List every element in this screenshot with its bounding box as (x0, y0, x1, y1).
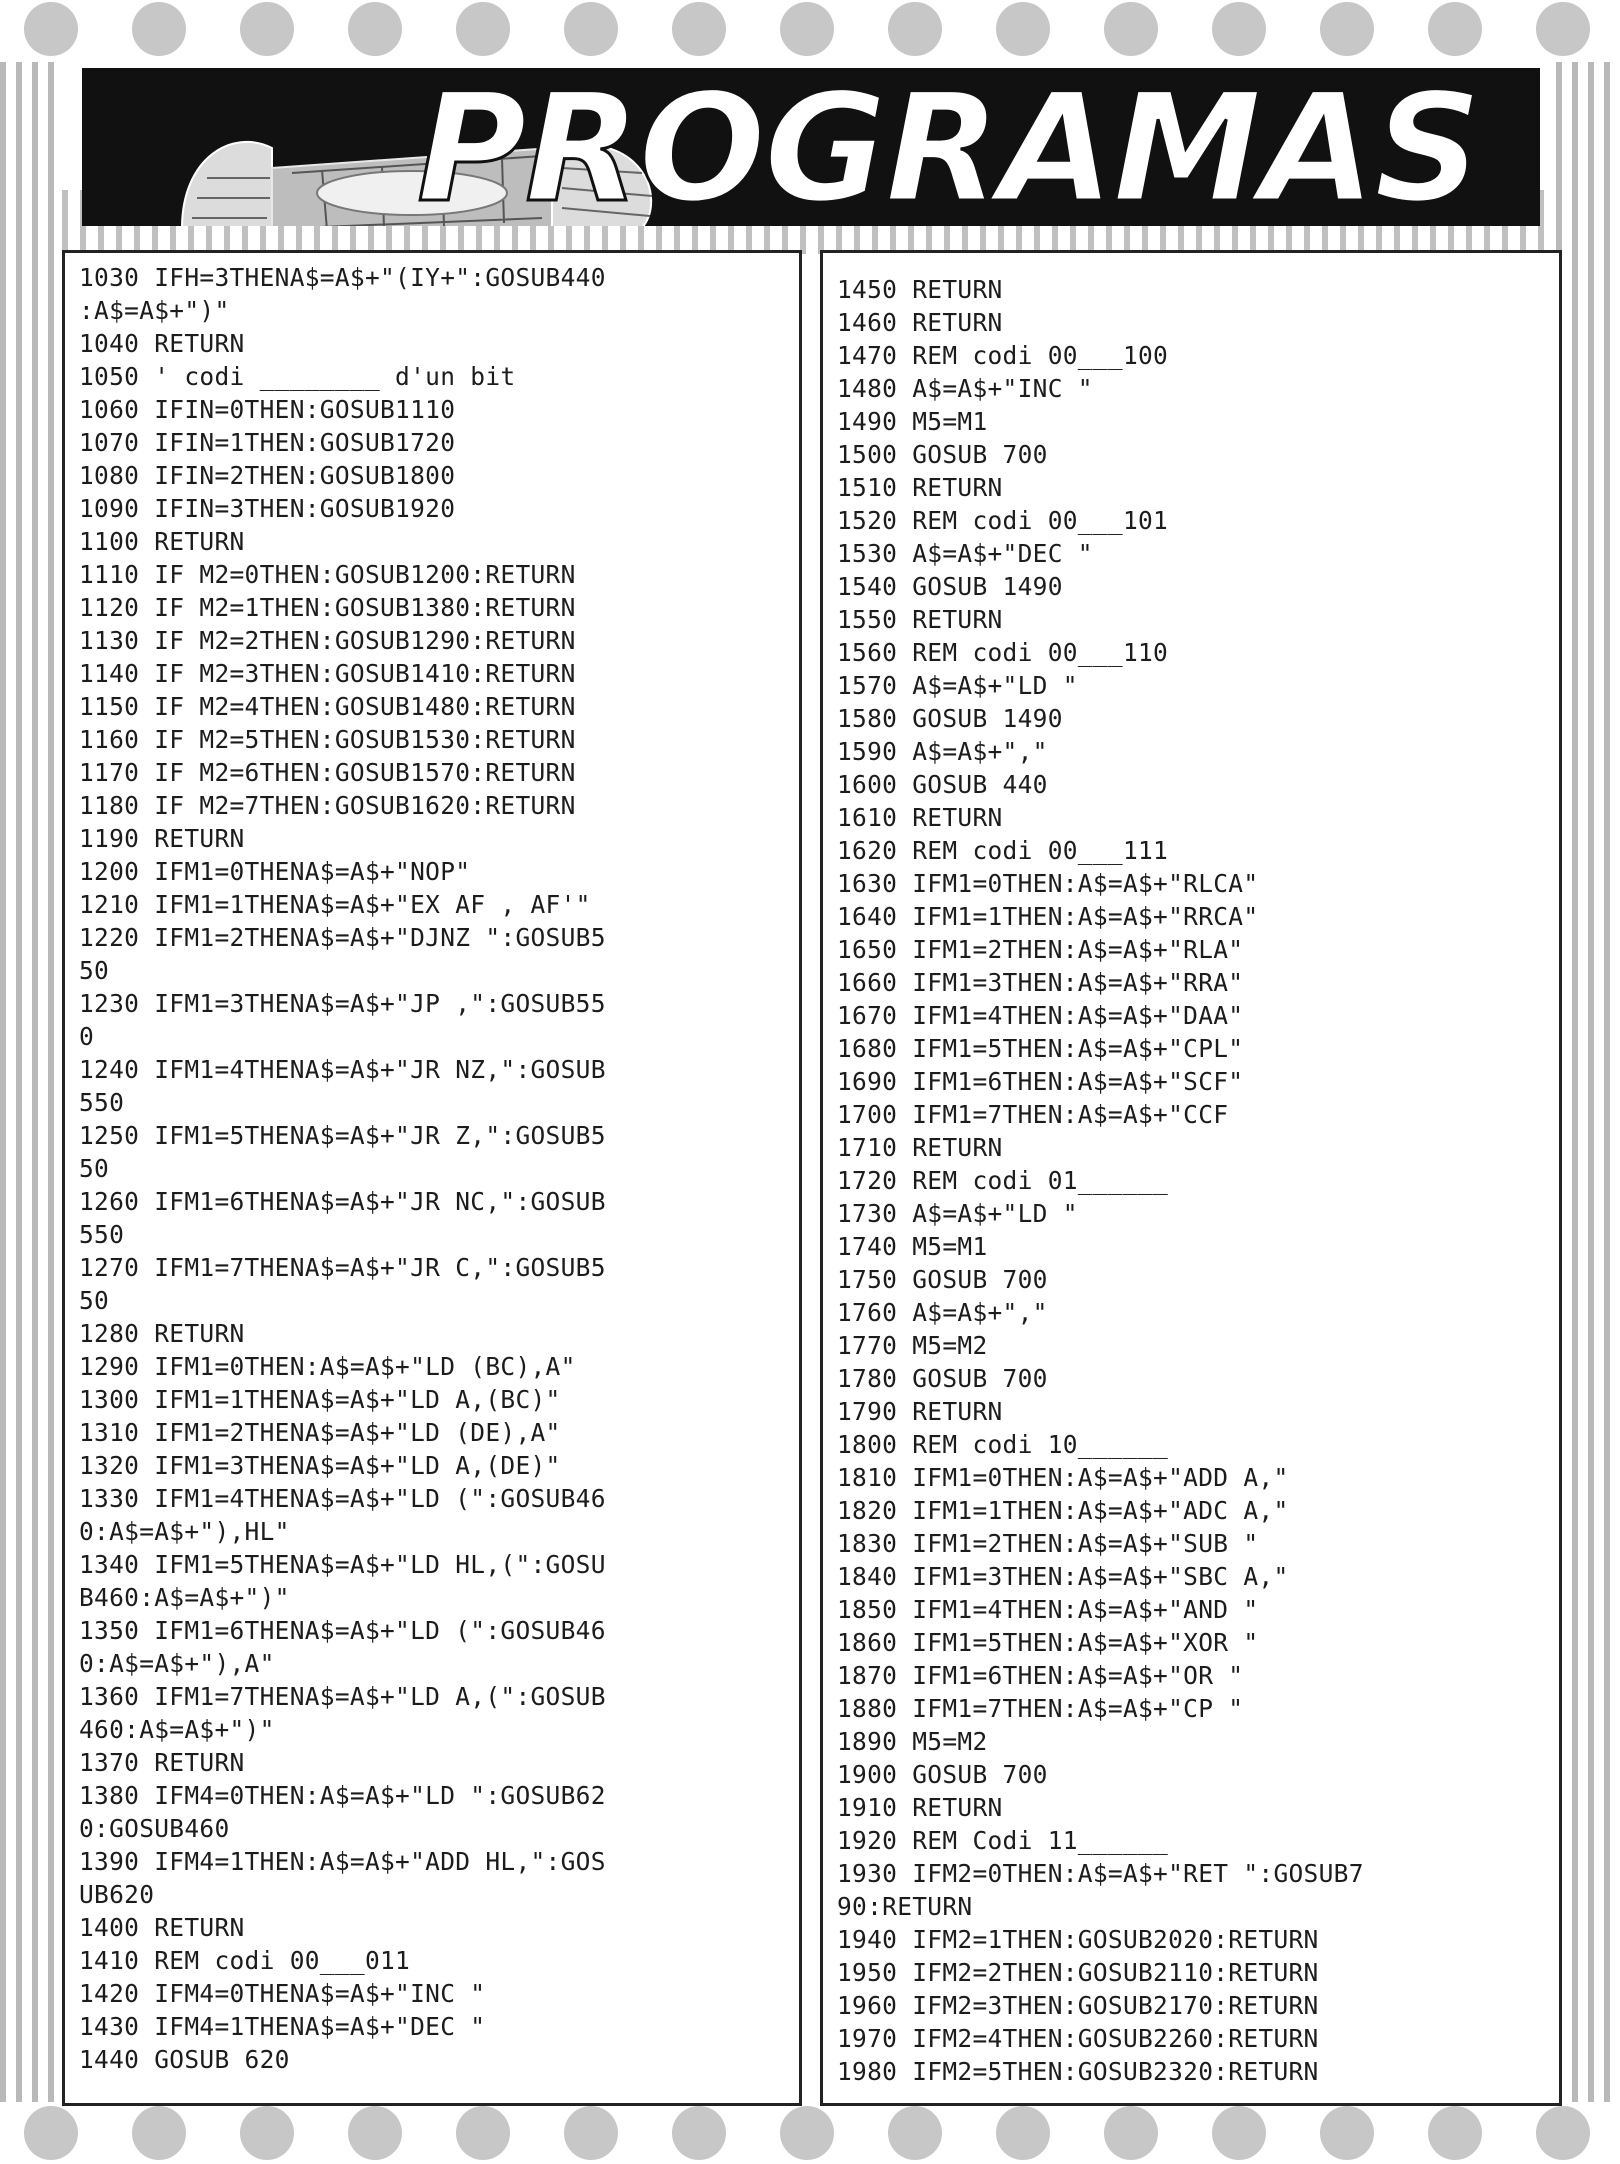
code-line: 1840 IFM1=3THEN:A$=A$+"SBC A," (837, 1562, 1289, 1591)
code-line: 1690 IFM1=6THEN:A$=A$+"SCF" (837, 1067, 1244, 1096)
code-line: 1590 A$=A$+"," (837, 737, 1048, 766)
code-line: 1410 REM codi 00___011 (79, 1946, 411, 1975)
code-line: 1430 IFM4=1THENA$=A$+"DEC " (79, 2012, 486, 2041)
code-listing-right (837, 273, 1364, 2088)
perforation-dot (24, 2, 78, 56)
code-line: 1870 IFM1=6THEN:A$=A$+"OR " (837, 1661, 1244, 1690)
code-line: 1460 RETURN (837, 308, 1003, 337)
code-line: 1190 RETURN (79, 824, 245, 853)
code-line: 1220 IFM1=2THENA$=A$+"DJNZ ":GOSUB5 (79, 923, 606, 952)
perforation-dot (1212, 2, 1266, 56)
code-line: 1280 RETURN (79, 1319, 245, 1348)
code-line: 460:A$=A$+")" (79, 1715, 275, 1744)
code-line: 1860 IFM1=5THEN:A$=A$+"XOR " (837, 1628, 1259, 1657)
code-line: 1090 IFIN=3THEN:GOSUB1920 (79, 494, 456, 523)
code-line: 1890 M5=M2 (837, 1727, 988, 1756)
code-line: 1740 M5=M1 (837, 1232, 988, 1261)
code-line: 1700 IFM1=7THEN:A$=A$+"CCF (837, 1100, 1229, 1129)
code-line: 1300 IFM1=1THENA$=A$+"LD A,(BC)" (79, 1385, 561, 1414)
code-line: 1910 RETURN (837, 1793, 1003, 1822)
code-line: 1510 RETURN (837, 473, 1003, 502)
code-line: 1810 IFM1=0THEN:A$=A$+"ADD A," (837, 1463, 1289, 1492)
code-line: 0:A$=A$+"),HL" (79, 1517, 290, 1546)
code-line: 1630 IFM1=0THEN:A$=A$+"RLCA" (837, 869, 1259, 898)
perforation-dot (132, 2106, 186, 2160)
code-line: 1980 IFM2=5THEN:GOSUB2320:RETURN (837, 2057, 1319, 2086)
code-line: 1110 IF M2=0THEN:GOSUB1200:RETURN (79, 560, 576, 589)
perforation-dot (456, 2, 510, 56)
code-line: 1170 IF M2=6THEN:GOSUB1570:RETURN (79, 758, 576, 787)
code-line: 1710 RETURN (837, 1133, 1003, 1162)
code-line: 1420 IFM4=0THENA$=A$+"INC " (79, 1979, 486, 2008)
perforation-dot (240, 2, 294, 56)
perforation-dot (672, 2106, 726, 2160)
perforation-dot (240, 2106, 294, 2160)
code-line: 1470 REM codi 00___100 (837, 341, 1169, 370)
code-line: 1650 IFM1=2THEN:A$=A$+"RLA" (837, 935, 1244, 964)
perforation-dot (564, 2, 618, 56)
code-line: 1140 IF M2=3THEN:GOSUB1410:RETURN (79, 659, 576, 688)
code-line: 1520 REM codi 00___101 (837, 506, 1169, 535)
perforation-dot (132, 2, 186, 56)
section-banner (82, 68, 1540, 226)
perforation-dot (1104, 2106, 1158, 2160)
code-line: 1380 IFM4=0THEN:A$=A$+"LD ":GOSUB62 (79, 1781, 606, 1810)
code-line: 1080 IFIN=2THEN:GOSUB1800 (79, 461, 456, 490)
code-line: 1310 IFM1=2THENA$=A$+"LD (DE),A" (79, 1418, 561, 1447)
code-line: 1060 IFIN=0THEN:GOSUB1110 (79, 395, 456, 424)
code-line: 50 (79, 1286, 110, 1315)
page-title: PROGRAMAS (416, 68, 1480, 226)
code-line: 1160 IF M2=5THEN:GOSUB1530:RETURN (79, 725, 576, 754)
code-line: 1240 IFM1=4THENA$=A$+"JR NZ,":GOSUB (79, 1055, 606, 1084)
code-line: 1640 IFM1=1THEN:A$=A$+"RRCA" (837, 902, 1259, 931)
code-line: 1950 IFM2=2THEN:GOSUB2110:RETURN (837, 1958, 1319, 1987)
code-line: 1250 IFM1=5THENA$=A$+"JR Z,":GOSUB5 (79, 1121, 606, 1150)
code-line: 1850 IFM1=4THEN:A$=A$+"AND " (837, 1595, 1259, 1624)
listing-panel-right (820, 250, 1562, 2106)
code-line: 550 (79, 1220, 125, 1249)
code-line: 1340 IFM1=5THENA$=A$+"LD HL,(":GOSU (79, 1550, 606, 1579)
code-line: 1610 RETURN (837, 803, 1003, 832)
perforation-dot (564, 2106, 618, 2160)
code-line: 1620 REM codi 00___111 (837, 836, 1169, 865)
code-line: 1770 M5=M2 (837, 1331, 988, 1360)
code-listing-left (79, 261, 606, 2076)
code-line: 1150 IF M2=4THEN:GOSUB1480:RETURN (79, 692, 576, 721)
code-line: 1050 ' codi ________ d'un bit (79, 362, 516, 391)
code-line: 1790 RETURN (837, 1397, 1003, 1426)
code-line: 1760 A$=A$+"," (837, 1298, 1048, 1327)
code-line: 1680 IFM1=5THEN:A$=A$+"CPL" (837, 1034, 1244, 1063)
code-line: 1180 IF M2=7THEN:GOSUB1620:RETURN (79, 791, 576, 820)
code-line: 1670 IFM1=4THEN:A$=A$+"DAA" (837, 1001, 1244, 1030)
code-line: 1750 GOSUB 700 (837, 1265, 1048, 1294)
code-line: 1130 IF M2=2THEN:GOSUB1290:RETURN (79, 626, 576, 655)
code-line: 0 (79, 1022, 95, 1051)
code-line: 1070 IFIN=1THEN:GOSUB1720 (79, 428, 456, 457)
perforation-dot (1536, 2, 1590, 56)
perforation-dot (888, 2, 942, 56)
perforation-dot (456, 2106, 510, 2160)
code-line: 50 (79, 956, 110, 985)
code-line: 1540 GOSUB 1490 (837, 572, 1063, 601)
code-line: 1490 M5=M1 (837, 407, 988, 436)
perforation-row-top (0, 0, 1620, 60)
perforation-dot (888, 2106, 942, 2160)
code-line: 1450 RETURN (837, 275, 1003, 304)
code-line: 1720 REM codi 01______ (837, 1166, 1169, 1195)
code-line: 1920 REM Codi 11______ (837, 1826, 1169, 1855)
code-line: UB620 (79, 1880, 155, 1909)
perforation-dot (1104, 2, 1158, 56)
code-line: 1480 A$=A$+"INC " (837, 374, 1093, 403)
code-line: 1120 IF M2=1THEN:GOSUB1380:RETURN (79, 593, 576, 622)
perforation-dot (348, 2106, 402, 2160)
code-line: 0:GOSUB460 (79, 1814, 230, 1843)
perforation-dot (1320, 2, 1374, 56)
code-line: B460:A$=A$+")" (79, 1583, 290, 1612)
perforation-dot (996, 2, 1050, 56)
code-line: 90:RETURN (837, 1892, 973, 1921)
perforation-dot (24, 2106, 78, 2160)
code-line: 1530 A$=A$+"DEC " (837, 539, 1093, 568)
code-line: 1830 IFM1=2THEN:A$=A$+"SUB " (837, 1529, 1259, 1558)
code-line: 1350 IFM1=6THENA$=A$+"LD (":GOSUB46 (79, 1616, 606, 1645)
code-line: 1260 IFM1=6THENA$=A$+"JR NC,":GOSUB (79, 1187, 606, 1216)
code-line: 550 (79, 1088, 125, 1117)
left-margin-stripes (0, 62, 62, 2102)
code-line: 1230 IFM1=3THENA$=A$+"JP ,":GOSUB55 (79, 989, 606, 1018)
code-line: 1600 GOSUB 440 (837, 770, 1048, 799)
code-line: 1820 IFM1=1THEN:A$=A$+"ADC A," (837, 1496, 1289, 1525)
perforation-row-bottom (0, 2100, 1620, 2164)
code-line: 1370 RETURN (79, 1748, 245, 1777)
perforation-dot (1428, 2106, 1482, 2160)
code-line: 1970 IFM2=4THEN:GOSUB2260:RETURN (837, 2024, 1319, 2053)
perforation-dot (996, 2106, 1050, 2160)
perforation-dot (1428, 2, 1482, 56)
perforation-dot (780, 2106, 834, 2160)
code-line: 0:A$=A$+"),A" (79, 1649, 275, 1678)
code-line: 1900 GOSUB 700 (837, 1760, 1048, 1789)
code-line: 1550 RETURN (837, 605, 1003, 634)
code-line: 1360 IFM1=7THENA$=A$+"LD A,(":GOSUB (79, 1682, 606, 1711)
code-line: 1660 IFM1=3THEN:A$=A$+"RRA" (837, 968, 1244, 997)
perforation-dot (348, 2, 402, 56)
code-line: 1940 IFM2=1THEN:GOSUB2020:RETURN (837, 1925, 1319, 1954)
listing-panel-left (62, 250, 802, 2106)
perforation-dot (1320, 2106, 1374, 2160)
code-line: 1570 A$=A$+"LD " (837, 671, 1078, 700)
perforation-dot (672, 2, 726, 56)
code-line: 1440 GOSUB 620 (79, 2045, 290, 2074)
code-line: 1320 IFM1=3THENA$=A$+"LD A,(DE)" (79, 1451, 561, 1480)
code-line: 1040 RETURN (79, 329, 245, 358)
code-line: 1800 REM codi 10______ (837, 1430, 1169, 1459)
perforation-dot (1212, 2106, 1266, 2160)
code-line: 1290 IFM1=0THEN:A$=A$+"LD (BC),A" (79, 1352, 576, 1381)
code-line: 1730 A$=A$+"LD " (837, 1199, 1078, 1228)
code-line: 1030 IFH=3THENA$=A$+"(IY+":GOSUB440 (79, 263, 606, 292)
right-margin-stripes (1556, 62, 1620, 2102)
perforation-dot (1536, 2106, 1590, 2160)
code-line: 50 (79, 1154, 110, 1183)
code-line: 1580 GOSUB 1490 (837, 704, 1063, 733)
code-line: 1880 IFM1=7THEN:A$=A$+"CP " (837, 1694, 1244, 1723)
code-line: 1960 IFM2=3THEN:GOSUB2170:RETURN (837, 1991, 1319, 2020)
code-line: :A$=A$+")" (79, 296, 230, 325)
code-line: 1500 GOSUB 700 (837, 440, 1048, 469)
code-line: 1930 IFM2=0THEN:A$=A$+"RET ":GOSUB7 (837, 1859, 1364, 1888)
code-line: 1400 RETURN (79, 1913, 245, 1942)
perforation-dot (780, 2, 834, 56)
code-line: 1560 REM codi 00___110 (837, 638, 1169, 667)
code-line: 1100 RETURN (79, 527, 245, 556)
code-line: 1270 IFM1=7THENA$=A$+"JR C,":GOSUB5 (79, 1253, 606, 1282)
code-line: 1210 IFM1=1THENA$=A$+"EX AF , AF'" (79, 890, 591, 919)
code-line: 1330 IFM1=4THENA$=A$+"LD (":GOSUB46 (79, 1484, 606, 1513)
code-line: 1390 IFM4=1THEN:A$=A$+"ADD HL,":GOS (79, 1847, 606, 1876)
code-line: 1780 GOSUB 700 (837, 1364, 1048, 1393)
code-line: 1200 IFM1=0THENA$=A$+"NOP" (79, 857, 471, 886)
